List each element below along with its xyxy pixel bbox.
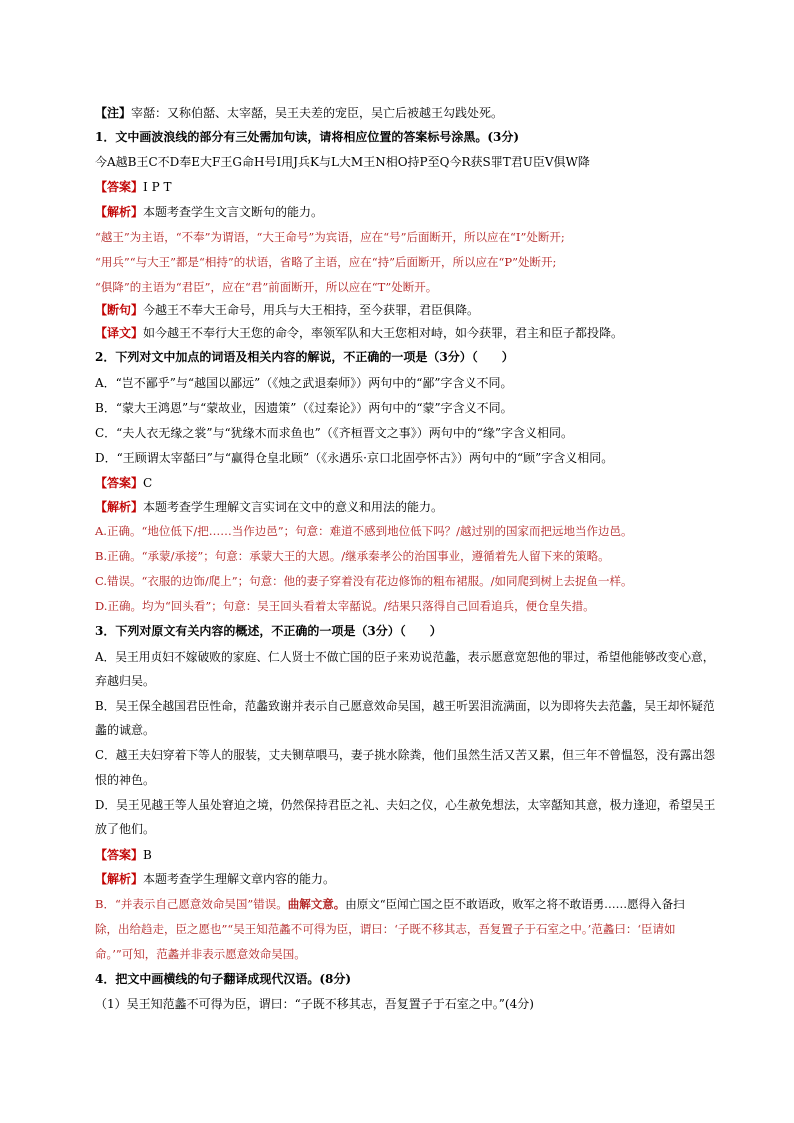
q3-exp-line1 [95,895,720,913]
q3-exp-line3: 命。’”可知，范蠡并非表示愿意效命吴国。 [95,947,306,961]
answer-value: B [143,848,152,862]
q3-option-b-2: 蠡的诚意。 [95,723,156,737]
q1-analysis [95,203,720,221]
answer-value: C [143,476,153,490]
q2-title: 2．下列对文中加点的词语及相关内容的解说，不正确的一项是（3分）（ ） [95,350,514,364]
analysis-text: 本题考查学生文言文断句的能力。 [143,205,324,219]
answer-tag: 【答案】 [95,848,144,862]
q3-option-c-1: C．越王夫妇穿着下等人的服装，丈夫铡草喂马，妻子挑水除粪，他们虽然生活又苦又累，但三年不曾愠怒，没有露出怨 [95,748,715,762]
q2-exp-c: C.错误。“衣服的边饰/爬上”；句意：他的妻子穿着没有花边修饰的粗布裙服。/如同爬到树上去捉鱼一样。 [95,574,633,588]
q3-option-a-2: 弃越归吴。 [95,674,156,688]
trans-text: 如今越王不奉行大王您的命令，率领军队和大王您相对峙，如今获罪，君主和臣子都投降。 [143,326,624,340]
answer-value: I P T [143,180,172,194]
q3-option-a-1: A．吴王用贞妇不嫁破败的家庭、仁人贤士不做亡国的臣子来劝说范蠡，表示愿意宽恕他的罪过，希望他能够改变心意， [95,650,715,664]
q1-exp2: “用兵”“与大王”都是“相持”的状语，省略了主语，应在“持”后面断开，所以应在“P”处断开; [95,255,557,269]
q1-answer [95,178,720,196]
analysis-tag: 【解析】 [95,872,144,886]
q3-exp-line2: 除，出给趋走，臣之愿也”“吴王知范蠡不可得为臣，谓曰：‘子既不移其志，吾复置子于石室之中。’范蠡曰：‘臣请如 [95,922,676,936]
trans-tag: 【译文】 [95,326,144,340]
q3-analysis [95,870,720,888]
q2-exp-a: A.正确。“地位低下/把……当作边邑”；句意：难道不感到地位低下吗？/越过别的国家而把远地当作边邑。 [95,524,633,538]
analysis-text: 本题考查学生理解文言实词在文中的意义和用法的能力。 [143,500,444,514]
answer-tag: 【答案】 [95,180,144,194]
q2-answer [95,474,720,492]
analysis-tag: 【解析】 [95,205,144,219]
punct-text: 今越王不奉大王命号，用兵与大王相持，至今获罪，君臣俱降。 [143,303,480,317]
q3-option-d-1: D．吴王见越王等人虽处窘迫之境，仍然保持君臣之礼、夫妇之仪，心生赦免想法，太宰嚭知其意，极力逢迎，希望吴王 [95,798,716,812]
note-text: 宰嚭：又称伯嚭、太宰嚭，吴王夫差的宠臣，吴亡后被越王勾践处死。 [131,106,504,120]
q3-option-b-1: B．吴王保全越国君臣性命，范蠡致谢并表示自己愿意效命吴国，越王听罢泪流满面，以为即将失去范蠡，吴王却怀疑范 [95,699,715,713]
analysis-text: 本题考查学生理解文章内容的能力。 [143,872,336,886]
q2-exp-d: D.正确。均为“回头看”；句意：吴王回头看着太宰嚭说。/结果只落得自己回看追兵，便仓皇失措。 [95,599,595,613]
q3-title: 3．下列对原文有关内容的概述，不正确的一项是（3分）（ ） [95,624,442,638]
answer-tag: 【答案】 [95,476,144,490]
q4-title: 4．把文中画横线的句子翻译成现代汉语。(8分) [95,972,352,986]
q1-trans [95,324,720,342]
q1-options: 今A越B王C不D奉E大F王G命H号I用J兵K与L大M王N相O持P至Q今R获S罪T君U臣V俱W降 [95,155,590,169]
exp-emphasis: 曲解文意。 [287,897,346,911]
q2-exp-b: B.正确。“承蒙/承接”；句意：承蒙大王的大恩。/继承秦孝公的治国事业，遵循着先人留下来的策略。 [95,549,610,563]
q1-exp1: “越王”为主语，“不奉”为谓语，“大王命号”为宾语，应在“号”后面断开，所以应在“I”处断开; [95,230,565,244]
exp-lead: B．“并表示自己愿意效命吴国”错误。 [95,897,288,911]
q1-exp3: “俱降”的主语为“君臣”，应在“君”前面断开，所以应在“T”处断开。 [95,280,438,294]
punct-tag: 【断句】 [95,303,144,317]
q2-analysis [95,498,720,516]
exp-quote: 由原文“臣闻亡国之臣不敢语政，败军之将不敢语勇……愿得入备扫 [345,897,685,911]
q2-option-a: A．“岂不鄙乎”与“越国以鄙远”（《烛之武退秦师》）两句中的“鄙”字含义不同。 [95,376,513,390]
q4-sub1: （1）吴王知范蠡不可得为臣，谓曰：“子既不移其志，吾复置子于石室之中。”(4分) [95,997,534,1011]
q1-title: 1．文中画波浪线的部分有三处需加句读，请将相应位置的答案标号涂黑。(3分) [95,130,520,144]
q2-option-c: C．“夫人衣无缘之裳”与“犹缘木而求鱼也”（《齐桓晋文之事》）两句中的“缘”字含义相同。 [95,426,573,440]
note-line [95,104,720,122]
note-tag: 【注】 [95,106,132,120]
q2-option-d: D．“王顾谓太宰嚭曰”与“赢得仓皇北顾”（《永遇乐·京口北固亭怀古》）两句中的“顾”字含义相同。 [95,451,614,465]
q1-punct [95,301,720,319]
q2-option-b: B．“蒙大王鸿恩”与“蒙故业，因遗策”（《过秦论》）两句中的“蒙”字含义不同。 [95,401,513,415]
q3-answer [95,846,720,864]
q3-option-d-2: 放了他们。 [95,822,156,836]
q3-option-c-2: 恨的神色。 [95,773,156,787]
analysis-tag: 【解析】 [95,500,144,514]
